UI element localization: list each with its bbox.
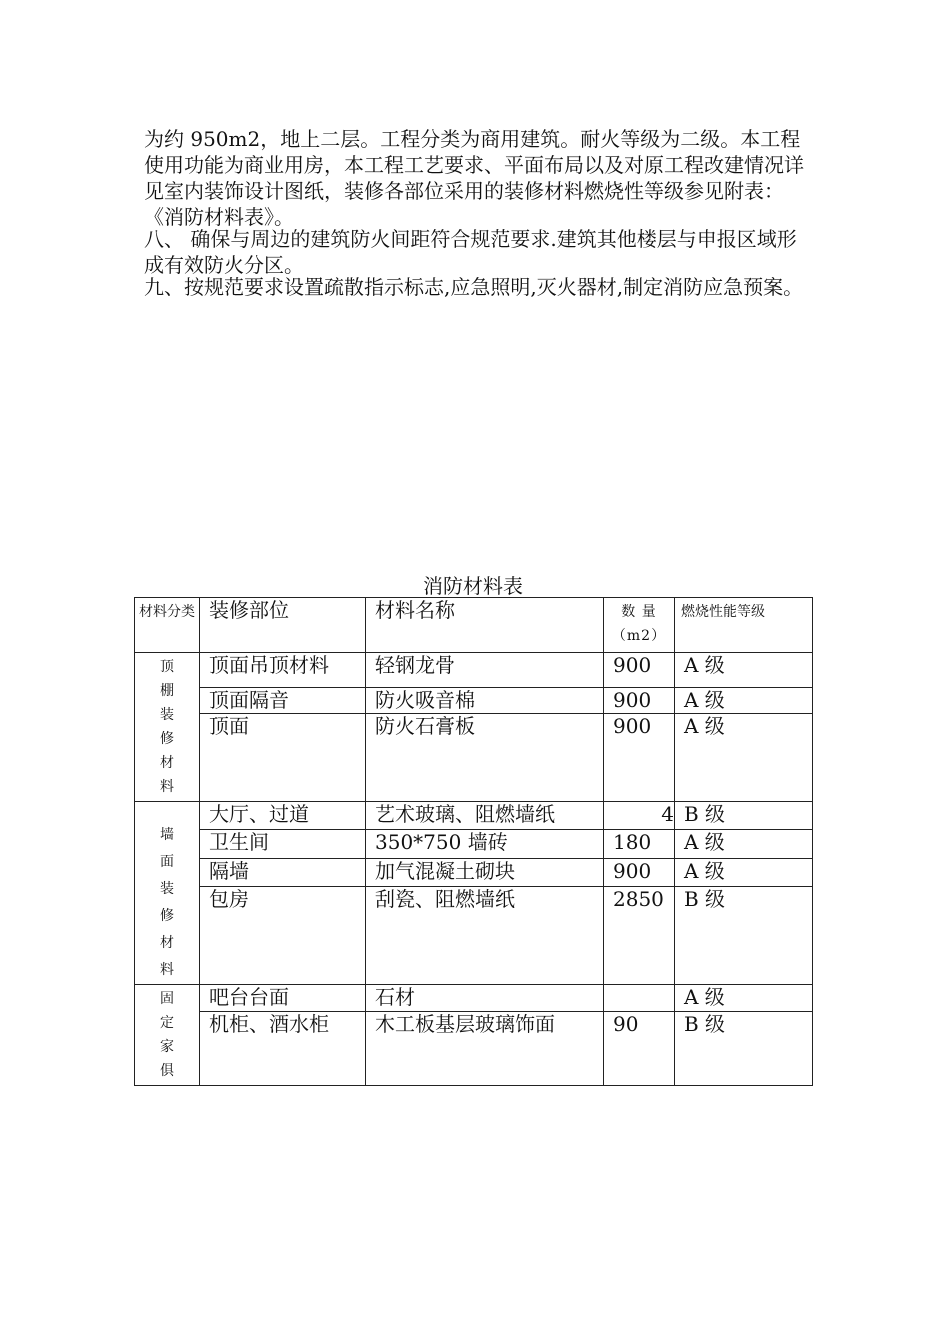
cell-location: 卫生间 [200, 830, 366, 858]
table-row [135, 1012, 813, 1086]
table-row [135, 886, 813, 984]
cell-quantity: 180 [604, 830, 675, 858]
table-row [135, 653, 813, 688]
category-label: 墙面装修材料 [160, 827, 174, 978]
fire-materials-table [134, 597, 813, 1086]
table-header-row [135, 598, 813, 653]
cell-material: 加气混凝土砌块 [366, 858, 604, 886]
cell-grade: B 级 [675, 802, 813, 830]
cell-location: 包房 [200, 886, 366, 984]
category-ceiling [135, 653, 200, 802]
cell-grade: B 级 [675, 886, 813, 984]
table-row [135, 985, 813, 1012]
cell-location: 机柜、酒水柜 [200, 1012, 366, 1086]
cell-material: 轻钢龙骨 [366, 653, 604, 688]
cell-location: 顶面隔音 [200, 688, 366, 714]
table-title: 消防材料表 [423, 574, 523, 598]
cell-location: 吧台台面 [200, 985, 366, 1012]
cell-material: 350*750 墙砖 [366, 830, 604, 858]
cell-grade: B 级 [675, 1012, 813, 1086]
table-row [135, 858, 813, 886]
cell-quantity [604, 985, 675, 1012]
cell-location: 隔墙 [200, 858, 366, 886]
cell-location: 顶面吊顶材料 [200, 653, 366, 688]
cell-quantity: 4 [604, 802, 675, 830]
cell-material: 刮瓷、阻燃墙纸 [366, 886, 604, 984]
cell-location: 大厅、过道 [200, 802, 366, 830]
table-row [135, 688, 813, 714]
category-furniture [135, 985, 200, 1086]
paragraph-item-eight: 八、 确保与周边的建筑防火间距符合规范要求.建筑其他楼层与申报区域形成有效防火分区。 [144, 227, 797, 277]
cell-quantity: 900 [604, 714, 675, 802]
cell-material: 防火吸音棉 [366, 688, 604, 714]
cell-material: 石材 [366, 985, 604, 1012]
cell-material: 艺术玻璃、阻燃墙纸 [366, 802, 604, 830]
cell-grade: A 级 [675, 858, 813, 886]
cell-grade: A 级 [675, 714, 813, 802]
table-row [135, 802, 813, 830]
header-grade: 燃烧性能等级 [675, 598, 813, 653]
table-row [135, 830, 813, 858]
cell-material: 防火石膏板 [366, 714, 604, 802]
header-quantity: 数 量（m2） [604, 598, 675, 653]
cell-grade: A 级 [675, 830, 813, 858]
header-material: 材料名称 [366, 598, 604, 653]
cell-grade: A 级 [675, 688, 813, 714]
cell-grade: A 级 [675, 985, 813, 1012]
cell-material: 木工板基层玻璃饰面 [366, 1012, 604, 1086]
cell-location: 顶面 [200, 714, 366, 802]
cell-grade: A 级 [675, 653, 813, 688]
cell-quantity: 2850 [604, 886, 675, 984]
category-wall [135, 802, 200, 985]
cell-quantity: 90 [604, 1012, 675, 1086]
header-category: 材料分类 [135, 598, 200, 653]
paragraph-project-overview: 为约 950m2，地上二层。工程分类为商用建筑。耐火等级为二级。本工程使用功能为商业用房，本工程工艺要求、平面布局以及对原工程改建情况详见室内装饰设计图纸，装修各部位采用的装修材料燃烧性等级参见附表：《消防材料表》。 [144, 127, 804, 229]
cell-quantity: 900 [604, 688, 675, 714]
header-location: 装修部位 [200, 598, 366, 653]
paragraph-item-nine: 九、按规范要求设置疏散指示标志,应急照明,灭火器材,制定消防应急预案。 [144, 275, 804, 299]
category-label: 固定家俱 [160, 991, 174, 1079]
cell-quantity: 900 [604, 858, 675, 886]
table-row [135, 714, 813, 802]
cell-quantity: 900 [604, 653, 675, 688]
category-label: 顶棚装修材料 [160, 659, 174, 795]
